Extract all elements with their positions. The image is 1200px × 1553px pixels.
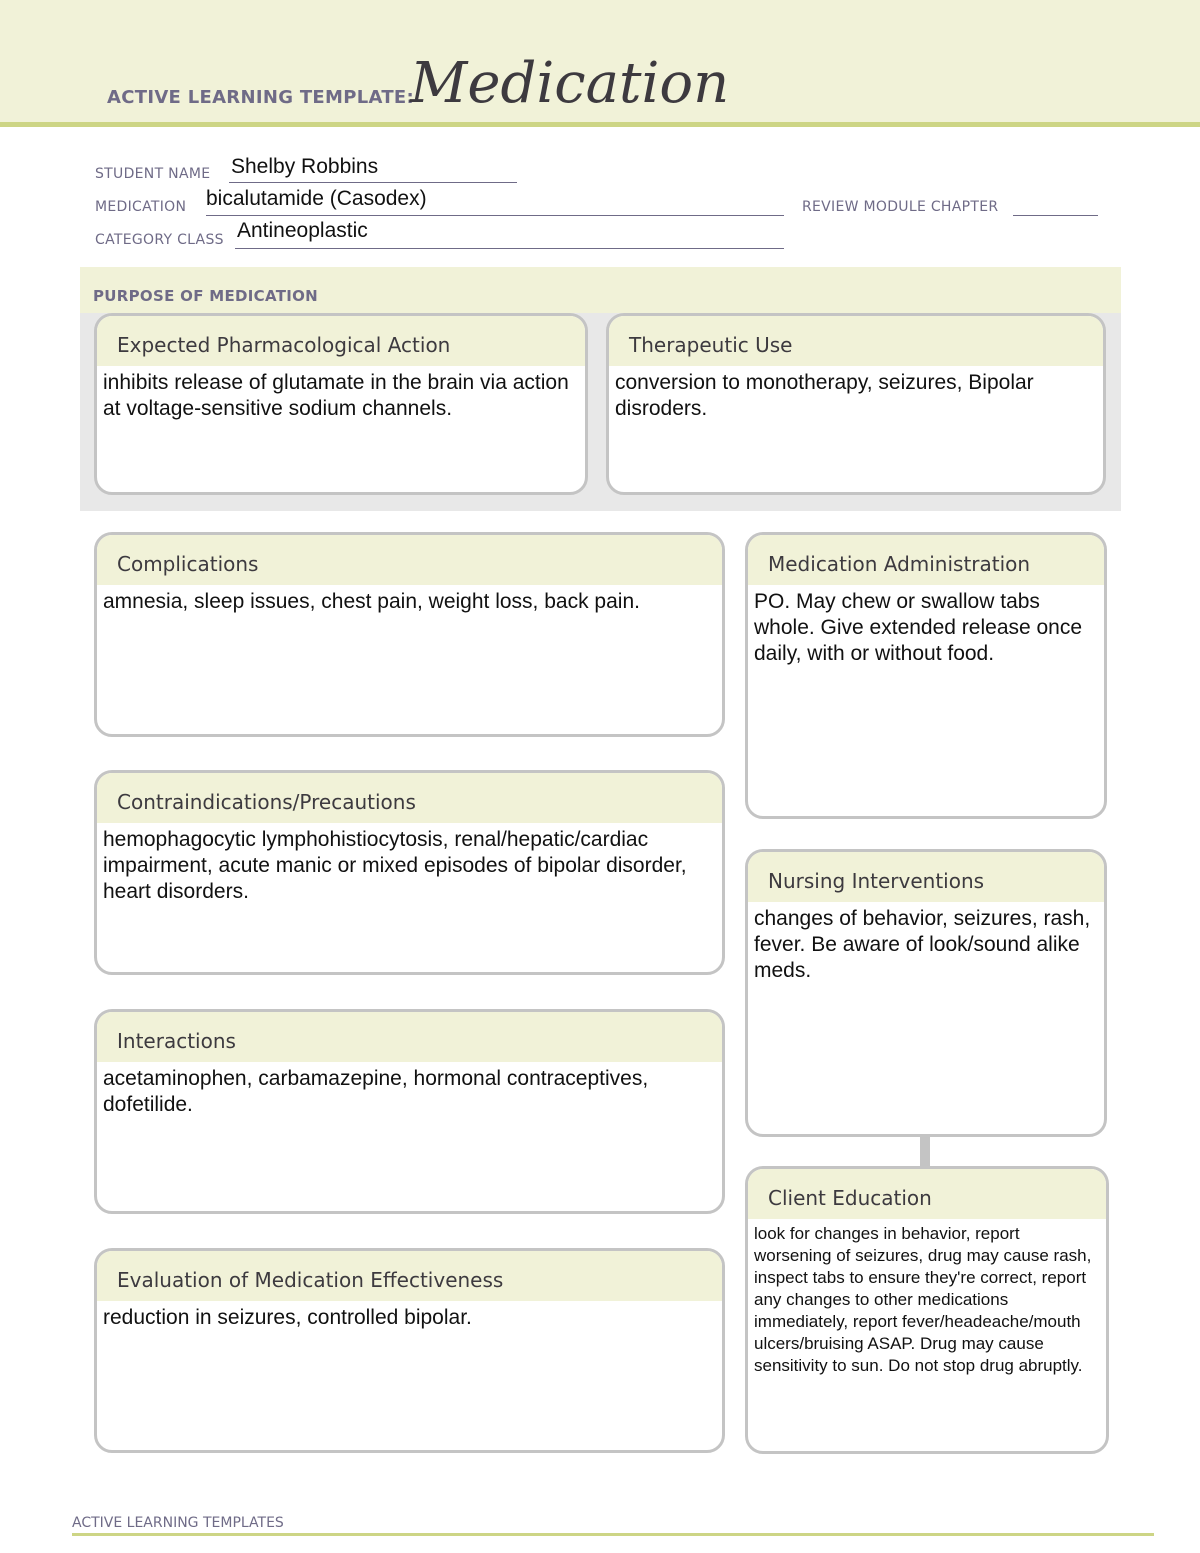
box-connector bbox=[920, 1136, 930, 1166]
student-name-underline bbox=[229, 182, 517, 183]
header-rule bbox=[0, 122, 1200, 127]
nursing-interventions-text[interactable]: changes of behavior, seizures, rash, fever. Be aware of look/sound alike meds. bbox=[754, 907, 1091, 982]
medication-underline bbox=[206, 215, 784, 216]
contraindications-box bbox=[94, 770, 725, 975]
footer-rule bbox=[72, 1533, 1154, 1536]
evaluation-text[interactable]: reduction in seizures, controlled bipolar. bbox=[103, 1306, 472, 1329]
expected-action-text[interactable]: inhibits release of glutamate in the brain via action at voltage-sensitive sodium channels. bbox=[103, 371, 569, 420]
interactions-text[interactable]: acetaminophen, carbamazepine, hormonal contraceptives, dofetilide. bbox=[103, 1067, 649, 1116]
student-name-label: STUDENT NAME bbox=[95, 166, 211, 182]
category-class-underline bbox=[235, 248, 784, 249]
nursing-interventions-title: Nursing Interventions bbox=[748, 852, 1104, 902]
administration-box bbox=[745, 532, 1107, 819]
complications-box bbox=[94, 532, 725, 737]
medication-label: MEDICATION bbox=[95, 199, 187, 215]
interactions-box bbox=[94, 1009, 725, 1214]
client-education-text[interactable]: look for changes in behavior, report worsening of seizures, drug may cause rash, inspect tabs to ensure they're correct, report any changes to other medications immediately, report fever/headeache/mouth ulcers/bruising ASAP. Drug may cause sensitivity to sun. Do not stop drug abruptly. bbox=[754, 1224, 1092, 1375]
evaluation-title: Evaluation of Medication Effectiveness bbox=[97, 1251, 722, 1301]
interactions-title: Interactions bbox=[97, 1012, 722, 1062]
expected-action-title: Expected Pharmacological Action bbox=[97, 316, 585, 366]
template-label: ACTIVE LEARNING TEMPLATE: bbox=[107, 87, 414, 108]
review-module-label: REVIEW MODULE CHAPTER bbox=[802, 199, 999, 215]
evaluation-box bbox=[94, 1248, 725, 1453]
category-class-field[interactable]: Antineoplastic bbox=[237, 219, 368, 242]
complications-text[interactable]: amnesia, sleep issues, chest pain, weight loss, back pain. bbox=[103, 590, 640, 613]
client-education-title: Client Education bbox=[748, 1169, 1106, 1219]
nursing-interventions-box bbox=[745, 849, 1107, 1137]
medication-field[interactable]: bicalutamide (Casodex) bbox=[206, 187, 427, 210]
contraindications-title: Contraindications/Precautions bbox=[97, 773, 722, 823]
purpose-label: PURPOSE OF MEDICATION bbox=[93, 287, 319, 305]
therapeutic-use-title: Therapeutic Use bbox=[609, 316, 1103, 366]
therapeutic-use-text[interactable]: conversion to monotherapy, seizures, Bipolar disroders. bbox=[615, 371, 1034, 420]
student-name-field[interactable]: Shelby Robbins bbox=[231, 155, 379, 178]
client-education-box bbox=[745, 1166, 1109, 1454]
category-class-label: CATEGORY CLASS bbox=[95, 232, 224, 248]
therapeutic-use-box bbox=[606, 313, 1106, 495]
expected-action-box bbox=[94, 313, 588, 495]
complications-title: Complications bbox=[97, 535, 722, 585]
page-title: Medication bbox=[410, 51, 730, 116]
footer-label: ACTIVE LEARNING TEMPLATES bbox=[72, 1515, 284, 1531]
administration-title: Medication Administration bbox=[748, 535, 1104, 585]
contraindications-text[interactable]: hemophagocytic lymphohistiocytosis, renal/hepatic/cardiac impairment, acute manic or mixed episodes of bipolar disorder, heart disorders. bbox=[103, 828, 687, 903]
administration-text[interactable]: PO. May chew or swallow tabs whole. Give extended release once daily, with or without food. bbox=[754, 590, 1083, 665]
review-module-underline bbox=[1013, 215, 1098, 216]
